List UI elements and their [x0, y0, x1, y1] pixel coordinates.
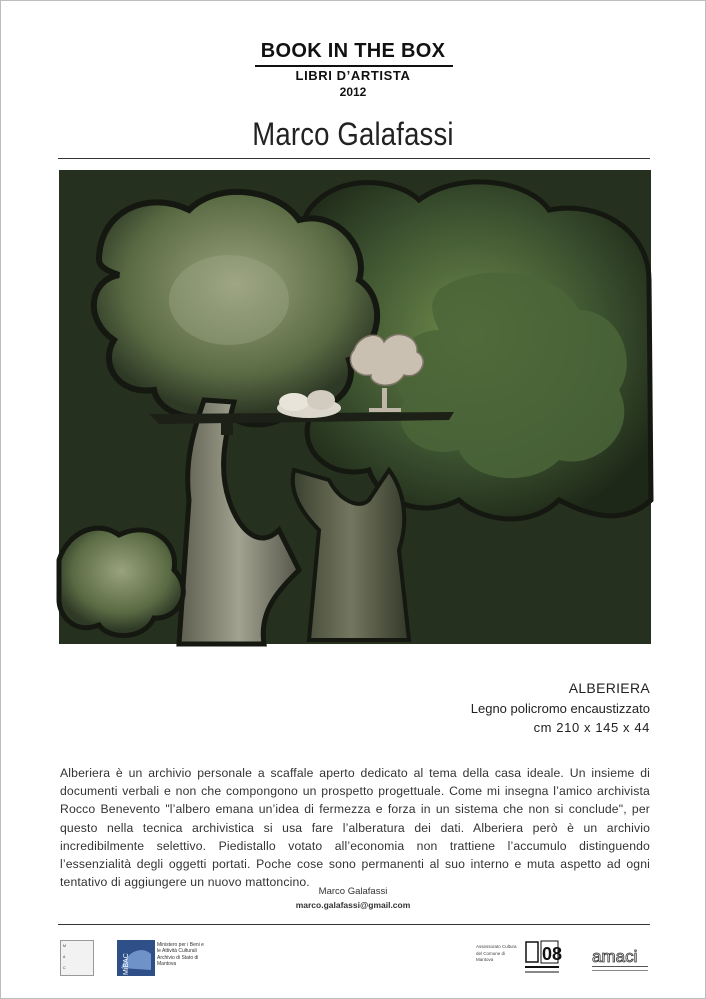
alberiera-painting: [59, 170, 651, 644]
amaci-text: amaci: [592, 947, 638, 966]
mibac-logo: [117, 940, 205, 976]
artist-divider: [58, 158, 650, 159]
series-subtitle: LIBRI D’ARTISTA: [295, 68, 411, 83]
mibac-abbr: MiBAC: [123, 953, 130, 975]
mibac-label: Ministero per i Beni e le Attività Culturali Archivio di Stato di Mantova: [157, 942, 204, 968]
zero-eight-logo: [525, 940, 563, 976]
footer-divider: [58, 924, 650, 925]
series-title-underline: [255, 65, 453, 67]
comune-logo: Assessorato Cultura del Comune di Mantova: [476, 944, 517, 962]
series-title: BOOK IN THE BOX: [260, 40, 446, 62]
series-year: 2012: [339, 85, 367, 99]
mibac-emblem-icon: [117, 940, 155, 976]
contact-email[interactable]: marco.galafassi@gmail.com: [295, 900, 411, 910]
amaci-logo: [590, 944, 650, 976]
artwork-dimensions: cm 210 x 145 x 44: [533, 720, 650, 735]
artwork-photo: [59, 170, 651, 644]
mac-logo: M A C: [60, 940, 94, 976]
artwork-medium: Legno policromo encaustizzato: [470, 701, 650, 716]
zero-eight-text: 08: [542, 944, 563, 964]
contact-name: Marco Galafassi: [318, 886, 388, 897]
artwork-description: Alberiera è un archivio personale a scaffale aperto dedicato al tema della casa ideale. Un insieme di documenti verbali e non che compongono un prospetto progettuale. Come mi insegna l’amico archivista Rocco Benevento "l’albero emana un’idea di fermezza e forza in un sistema che non si conclude", per questo nella tecnica archivistica si usa fare l’alberatura dei dati. Alberiera però è un archivio incredibilmente selettivo. Piedistallo votato all’economia non trattiene l’accumulo distinguendo l’essenzialità degli oggetti portati. Poche cose sono permanenti al suo interno e muta aspetto ad ogni tentativo di aggiungere un nuovo mattoncino.: [60, 766, 650, 890]
artwork-title: ALBERIERA: [568, 680, 650, 696]
artist-name: Marco Galafassi: [252, 116, 454, 152]
